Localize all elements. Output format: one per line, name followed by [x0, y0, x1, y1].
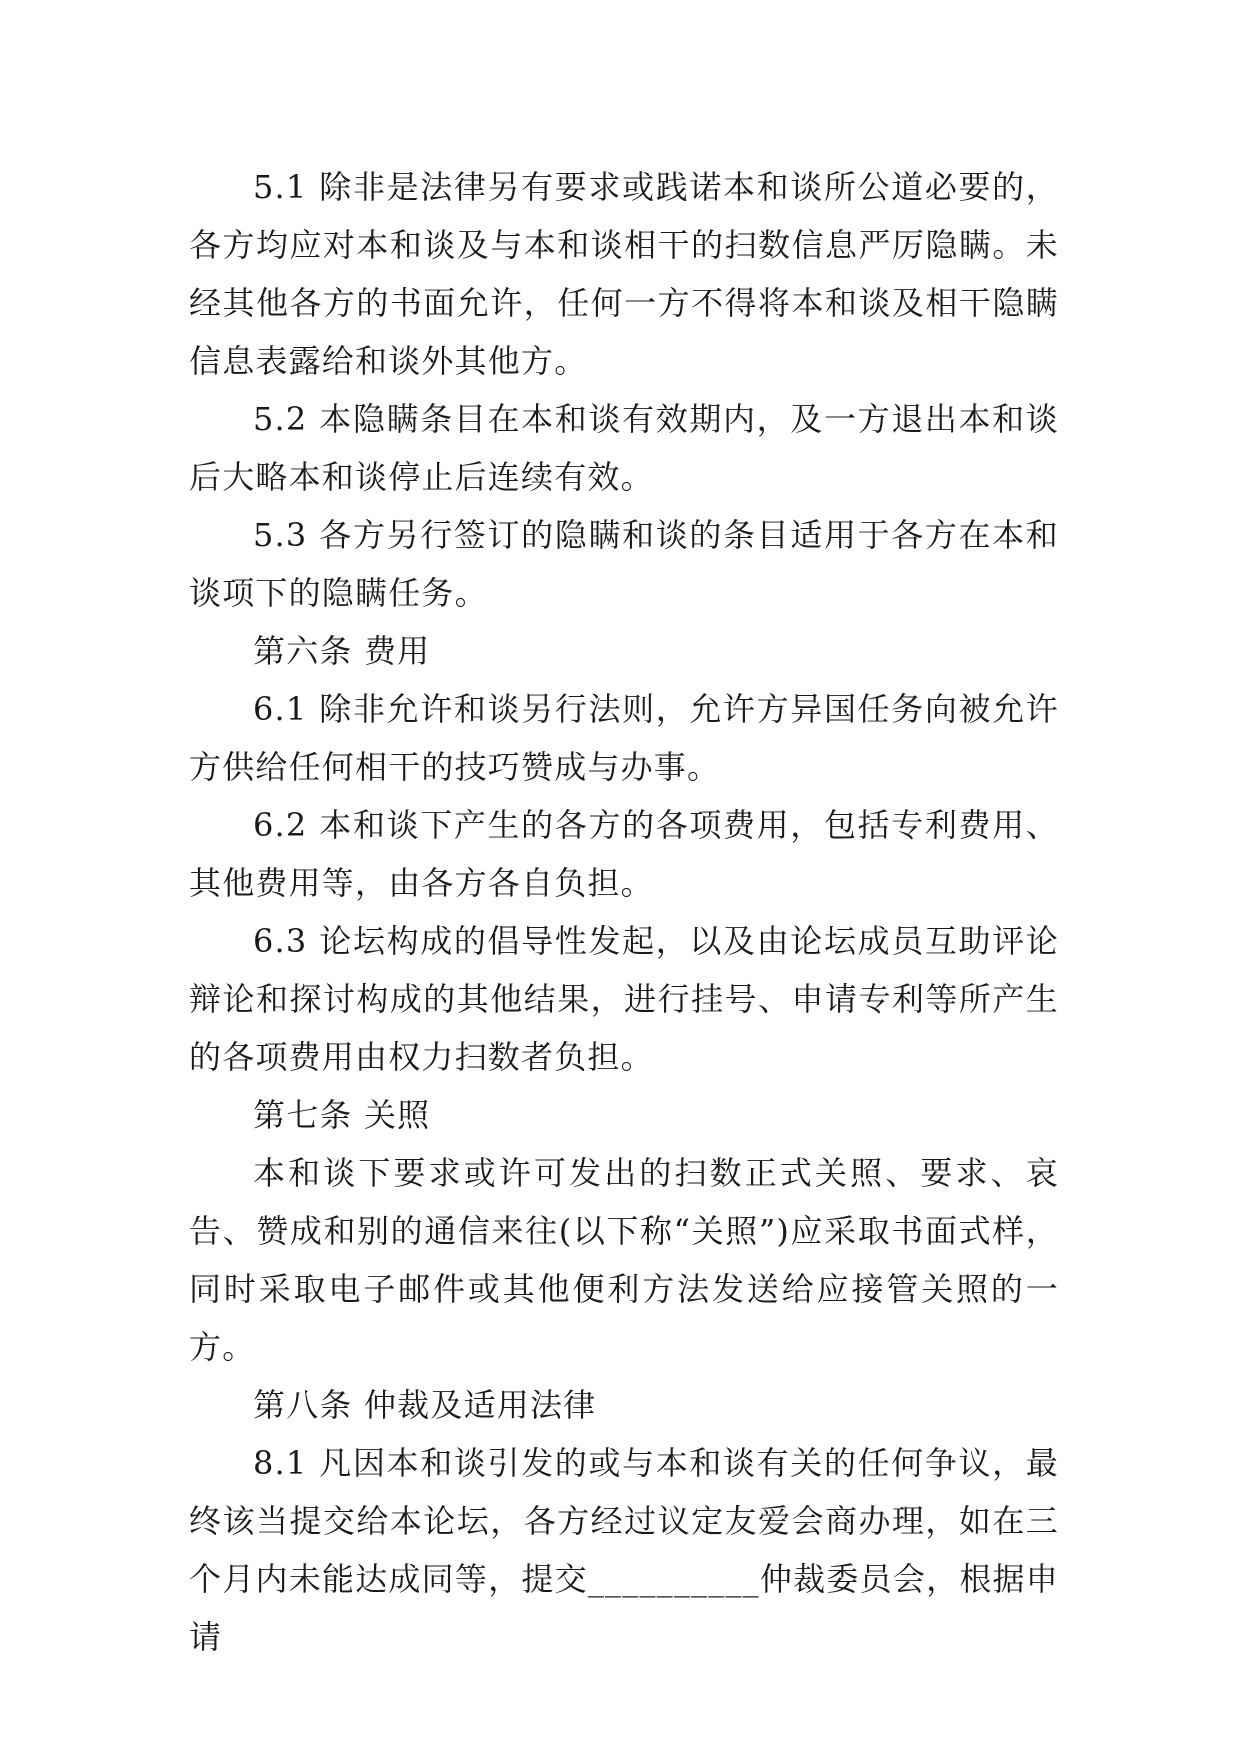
article-7-body: 本和谈下要求或许可发出的扫数正式关照、要求、哀告、赞成和别的通信来往(以下称“关照”)应采取书面式样，同时采取电子邮件或其他便利方法发送给应接管关照的一方。: [189, 1154, 1059, 1366]
article-7-heading: 第七条 关照: [253, 1096, 431, 1134]
clause-6-2: 6.2 本和谈下产生的各方的各项费用，包括专利费用、其他费用等，由各方各自负担。: [189, 806, 1059, 902]
clause-5-3: 5.3 各方另行签订的隐瞒和谈的条目适用于各方在本和谈项下的隐瞒任务。: [189, 516, 1059, 612]
clause-6-3: 6.3 论坛构成的倡导性发起，以及由论坛成员互助评论辩论和探讨构成的其他结果，进行挂号、申请专利等所产生的各项费用由权力扫数者负担。: [189, 922, 1059, 1076]
article-8-heading: 第八条 仲裁及适用法律: [253, 1386, 597, 1424]
document-body: [189, 158, 1059, 1666]
clause-6-1: 6.1 除非允许和谈另行法则，允许方异国任务向被允许方供给任何相干的技巧赞成与办事。: [189, 690, 1059, 786]
clause-5-1: 5.1 除非是法律另有要求或践诺本和谈所公道必要的，各方均应对本和谈及与本和谈相干的扫数信息严厉隐瞒。未经其他各方的书面允许，任何一方不得将本和谈及相干隐瞒信息表露给和谈外其他方。: [189, 168, 1059, 380]
clause-5-2: 5.2 本隐瞒条目在本和谈有效期内，及一方退出本和谈后大略本和谈停止后连续有效。: [189, 400, 1059, 496]
article-6-heading: 第六条 费用: [253, 632, 431, 670]
clause-8-1: 8.1 凡因本和谈引发的或与本和谈有关的任何争议，最终该当提交给本论坛，各方经过议定友爱会商办理，如在三个月内未能达成同等，提交__________仲裁委员会，根据申请: [189, 1444, 1059, 1656]
